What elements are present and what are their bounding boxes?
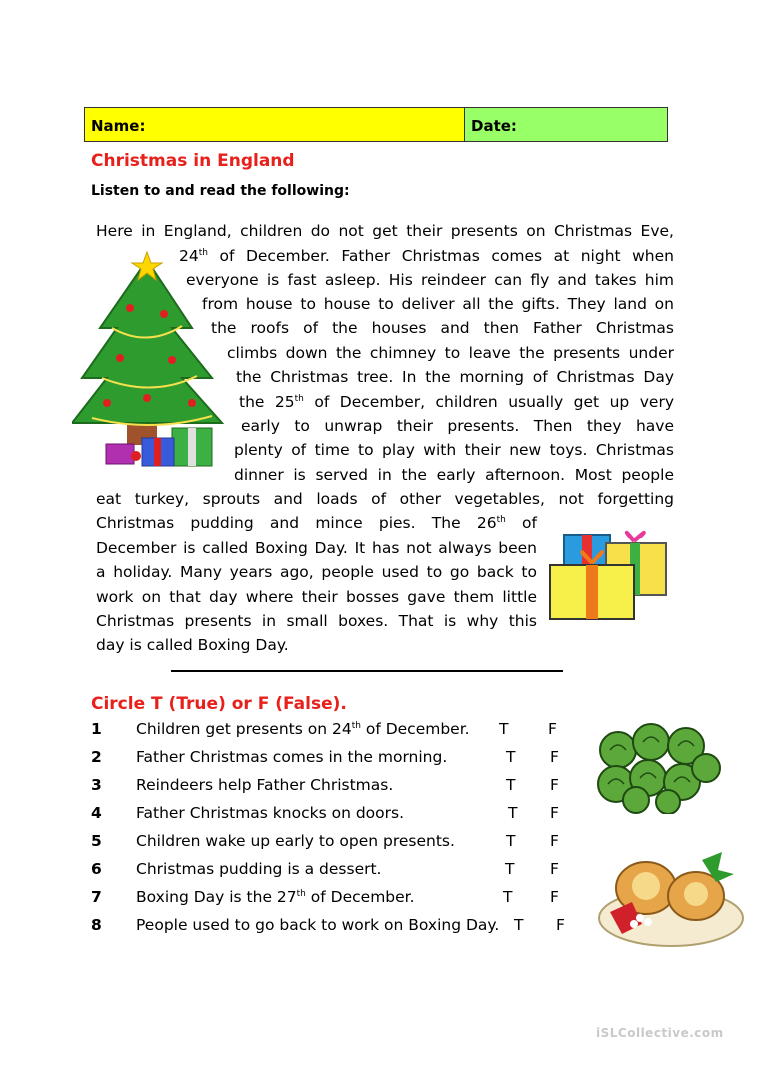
passage-line [211, 318, 674, 338]
passage-line [96, 635, 537, 655]
passage-line [96, 562, 537, 582]
christmas-tree-image [72, 248, 232, 470]
text-run: climbs down the chimney to leave the presents under [227, 344, 674, 362]
text-run: Boxing Day is the 27 [136, 888, 297, 906]
text-run: Christmas presents in small boxes. That is why this [96, 612, 537, 630]
text-run: early to unwrap their presents. Then they have [241, 417, 674, 435]
text-run: Father Christmas knocks on doors. [136, 804, 405, 822]
site-watermark: iSLCollective.com [596, 1026, 724, 1040]
true-option[interactable]: T [506, 776, 516, 794]
question-text [136, 720, 470, 738]
text-run: eat turkey, sprouts and loads of other vegetables, not forgetting [96, 490, 674, 508]
text-run: Christmas pudding is a dessert. [136, 860, 382, 878]
question-number: 5 [91, 832, 102, 850]
passage-line [96, 611, 537, 631]
false-option[interactable]: F [550, 804, 559, 822]
superscript: th [294, 393, 304, 404]
superscript: th [351, 720, 361, 731]
text-run: work on that day where their bosses gave them little [96, 588, 537, 606]
question-text [136, 888, 415, 906]
false-option[interactable]: F [550, 888, 559, 906]
passage-line [202, 294, 674, 314]
text-run: Christmas pudding and mince pies. The 26 [96, 514, 497, 532]
question-text [136, 748, 447, 766]
passage-line [236, 367, 674, 387]
question-number: 6 [91, 860, 102, 878]
question-text [136, 832, 455, 850]
passage-line [186, 270, 674, 290]
passage-line [96, 489, 674, 509]
question-text [136, 804, 404, 822]
question-number: 7 [91, 888, 102, 906]
passage-line [96, 221, 674, 241]
false-option[interactable]: F [550, 776, 559, 794]
text-run: of December. Father Christmas comes at night when [207, 247, 674, 265]
text-run: dinner is served in the early afternoon. Most people [234, 466, 674, 484]
passage-line [227, 343, 674, 363]
question-text [136, 860, 382, 878]
quiz-title: Circle T (True) or F (False). [91, 694, 347, 714]
question-text [136, 776, 393, 794]
question-number: 3 [91, 776, 102, 794]
text-run: from house to house to deliver all the gifts. They land on [202, 295, 674, 313]
superscript: th [496, 514, 506, 525]
false-option[interactable]: F [550, 860, 559, 878]
question-number: 8 [91, 916, 102, 934]
passage-line [96, 513, 537, 533]
name-field[interactable]: Name: [85, 108, 465, 141]
text-run: of December, children usually get up very [303, 393, 674, 411]
true-option[interactable]: T [514, 916, 524, 934]
superscript: th [296, 888, 306, 899]
text-run: a holiday. Many years ago, people used to go back to [96, 563, 537, 581]
false-option[interactable]: F [550, 832, 559, 850]
text-run: everyone is fast asleep. His reindeer can fly and takes him [186, 271, 674, 289]
text-run: Children get presents on 24 [136, 720, 352, 738]
passage-line [239, 392, 674, 412]
name-date-table [84, 107, 668, 142]
passage-line [234, 465, 674, 485]
text-run: the roofs of the houses and then Father Christmas [211, 319, 674, 337]
true-option[interactable]: T [505, 860, 515, 878]
text-run: Father Christmas comes in the morning. [136, 748, 448, 766]
text-run: of [505, 514, 537, 532]
false-option[interactable]: F [556, 916, 565, 934]
passage-line [179, 246, 674, 266]
true-option[interactable]: T [506, 748, 516, 766]
superscript: th [198, 247, 208, 258]
passage-line [234, 440, 674, 460]
date-field[interactable]: Date: [465, 108, 667, 141]
false-option[interactable]: F [550, 748, 559, 766]
section-divider [171, 670, 563, 672]
text-run: Reindeers help Father Christmas. [136, 776, 394, 794]
question-number: 1 [91, 720, 102, 738]
question-text [136, 916, 499, 934]
true-option[interactable]: T [508, 804, 518, 822]
text-run: December is called Boxing Day. It has not always been [96, 539, 537, 557]
true-option[interactable]: T [503, 888, 513, 906]
true-option[interactable]: T [506, 832, 516, 850]
text-run: People used to go back to work on Boxing Day. [136, 916, 500, 934]
text-run: the 25 [239, 393, 295, 411]
text-run: of December. [360, 720, 470, 738]
reading-instruction: Listen to and read the following: [91, 183, 350, 199]
question-number: 2 [91, 748, 102, 766]
text-run: of December. [305, 888, 415, 906]
gift-boxes-image [546, 513, 676, 623]
text-run: the Christmas tree. In the morning of Christmas Day [236, 368, 674, 386]
passage-line [96, 538, 537, 558]
true-option[interactable]: T [499, 720, 509, 738]
text-run: day is called Boxing Day. [96, 636, 289, 654]
text-run: Children wake up early to open presents. [136, 832, 455, 850]
text-run: plenty of time to play with their new toys. Christmas [234, 441, 674, 459]
brussels-sprouts-image [596, 720, 722, 814]
passage-line [96, 587, 537, 607]
passage-line [241, 416, 674, 436]
worksheet-title: Christmas in England [91, 151, 295, 171]
false-option[interactable]: F [548, 720, 557, 738]
mince-pies-image [598, 848, 744, 948]
question-number: 4 [91, 804, 102, 822]
text-run: 24 [179, 247, 199, 265]
text-run: Here in England, children do not get their presents on Christmas Eve, [96, 222, 674, 240]
